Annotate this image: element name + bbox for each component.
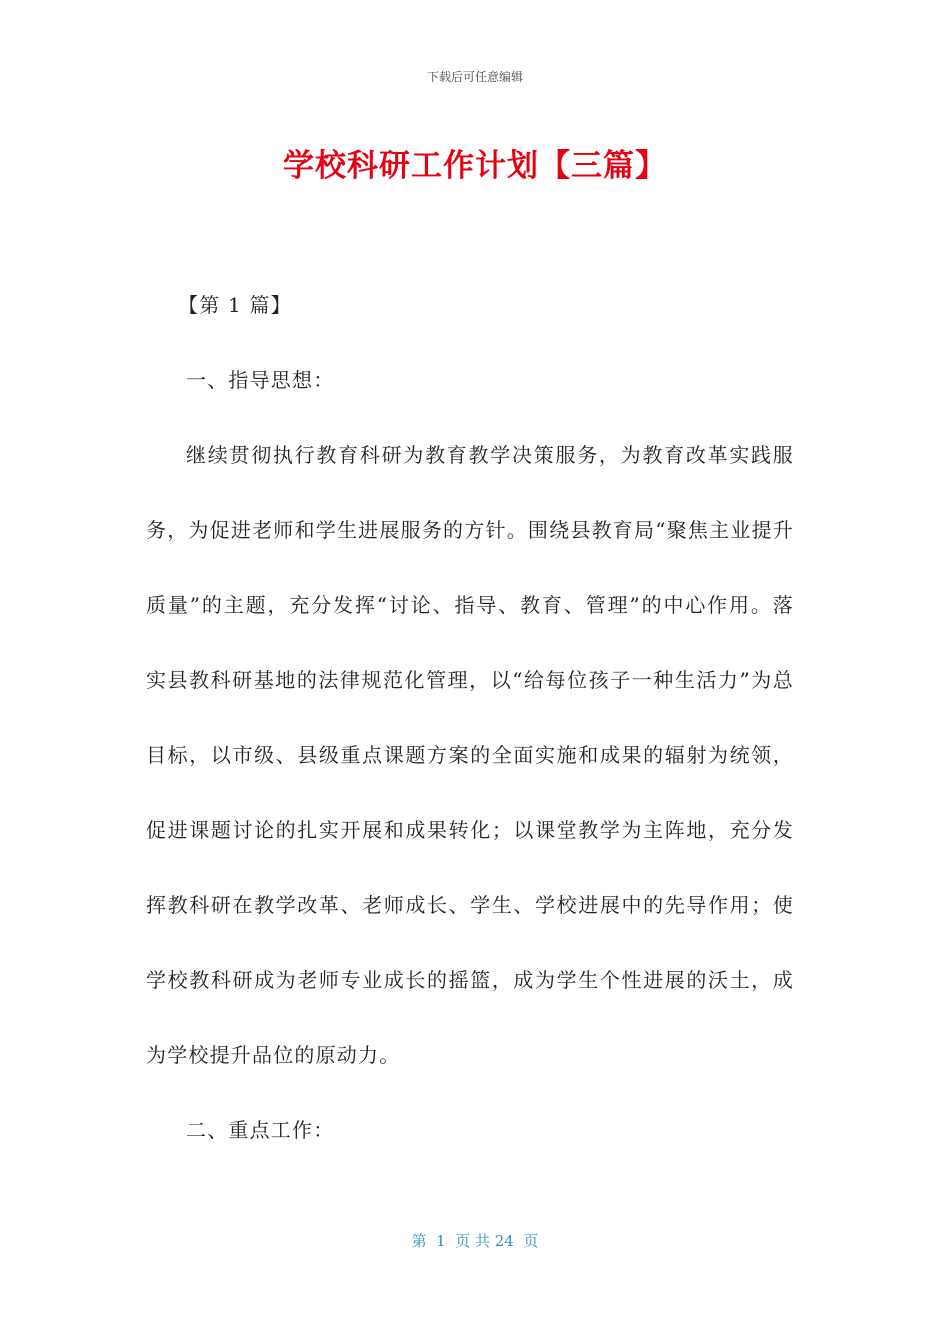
heading-guiding-ideology: 一、指导思想： xyxy=(186,368,335,392)
document-body xyxy=(146,268,794,1168)
paragraph-guiding-ideology: 继续贯彻执行教育科研为教育教学决策服务，为教育改革实践服务，为促进老师和学生进展服务的方针。围绕县教育局“聚焦主业提升质量”的主题，充分发挥“讨论、指导、教育、管理”的中心作用。落实县教科研基地的法律规范化管理，以“给每位孩子一种生活力”为总目标，以市级、县级重点课题方案的全面实施和成果的辐射为统领，促进课题讨论的扎实开展和成果转化；以课堂教学为主阵地，充分发挥教科研在教学改革、老师成长、学生、学校进展中的先导作用；使学校教科研成为老师专业成长的摇篮，成为学生个性进展的沃土，成为学校提升品位的原动力。 xyxy=(146,443,794,1067)
document-title: 学校科研工作计划【三篇】 xyxy=(283,148,667,184)
section-label: 【第 1 篇】 xyxy=(178,293,292,317)
page-footer: 第 1 页 共 24 页 xyxy=(411,1232,539,1250)
heading-key-work: 二、重点工作： xyxy=(186,1118,335,1142)
header-note: 下载后可任意编辑 xyxy=(426,70,523,84)
